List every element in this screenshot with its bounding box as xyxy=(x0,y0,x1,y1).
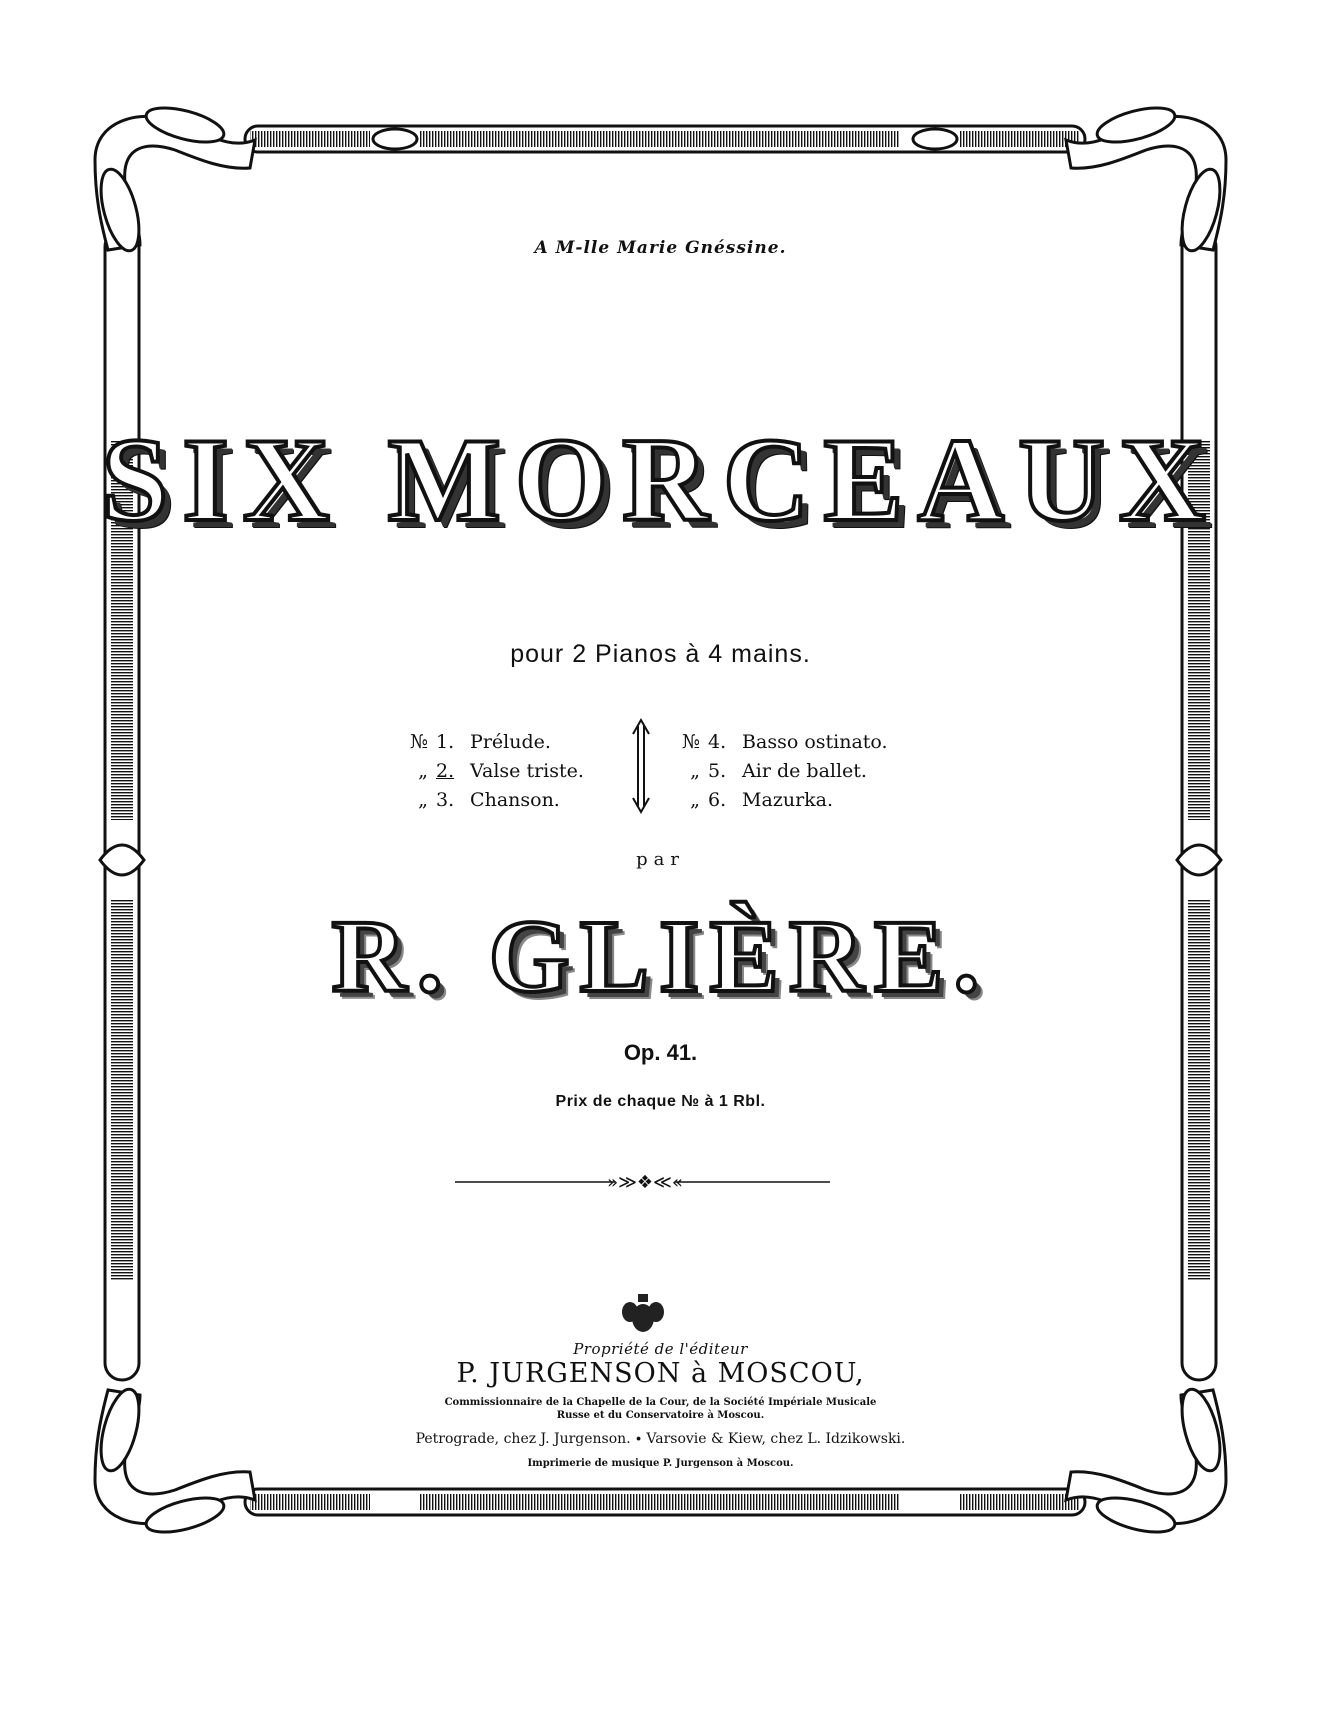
composer-block xyxy=(0,899,1321,1014)
corner-scroll-top-right xyxy=(1066,101,1227,255)
double-arrow-brace xyxy=(633,720,649,812)
list-item: „ 5. Air de ballet. xyxy=(690,760,867,782)
commission-note xyxy=(0,1396,1321,1422)
divider-flourish xyxy=(455,1172,830,1193)
composer-name: R. GLIÈRE. xyxy=(331,899,990,1014)
list-item: № 4. Basso ostinato. xyxy=(682,731,888,753)
list-item: „ 6. Mazurka. xyxy=(690,789,834,811)
bottom-rail xyxy=(245,1489,1085,1515)
list-item: „ 2. Valse triste. xyxy=(418,760,584,782)
branches-note: Petrograde, chez J. Jurgenson. ∙ Varsovie & Kiew, chez L. Idzikowski. xyxy=(415,1431,906,1447)
right-rail xyxy=(1177,230,1221,1380)
corner-scroll-top-left xyxy=(94,101,255,255)
left-rail xyxy=(100,230,144,1380)
list-item: „ 3. Chanson. xyxy=(418,789,560,811)
imperial-eagle-emblem xyxy=(622,1294,664,1332)
subtitle: pour 2 Pianos à 4 mains. xyxy=(510,640,811,668)
publisher-name: P. JURGENSON à MOSCOU, xyxy=(456,1358,865,1389)
commission-line: Commissionnaire de la Chapelle de la Cour, de la Société Impériale Musicale xyxy=(444,1397,877,1408)
list-item: № 1. Prélude. xyxy=(410,731,551,753)
pieces-right-list xyxy=(672,728,888,815)
commission-line: Russe et du Conservatoire à Moscou. xyxy=(556,1410,765,1421)
dedication: A M-lle Marie Gnéssine. xyxy=(534,238,787,258)
by-label: par xyxy=(636,849,685,870)
price-note: Prix de chaque № à 1 Rbl. xyxy=(555,1093,766,1110)
top-rail xyxy=(245,126,1085,152)
property-note: Propriété de l'éditeur xyxy=(573,1340,748,1358)
opus-number: Op. 41. xyxy=(623,1040,698,1065)
pieces-left-list xyxy=(400,728,584,815)
printer-note: Imprimerie de musique P. Jurgenson à Moscou. xyxy=(527,1458,794,1469)
svg-text:»≫❖≪«: »≫❖≪« xyxy=(607,1172,683,1193)
title-block xyxy=(0,413,1321,546)
title: SIX MORCEAUX xyxy=(101,413,1220,546)
